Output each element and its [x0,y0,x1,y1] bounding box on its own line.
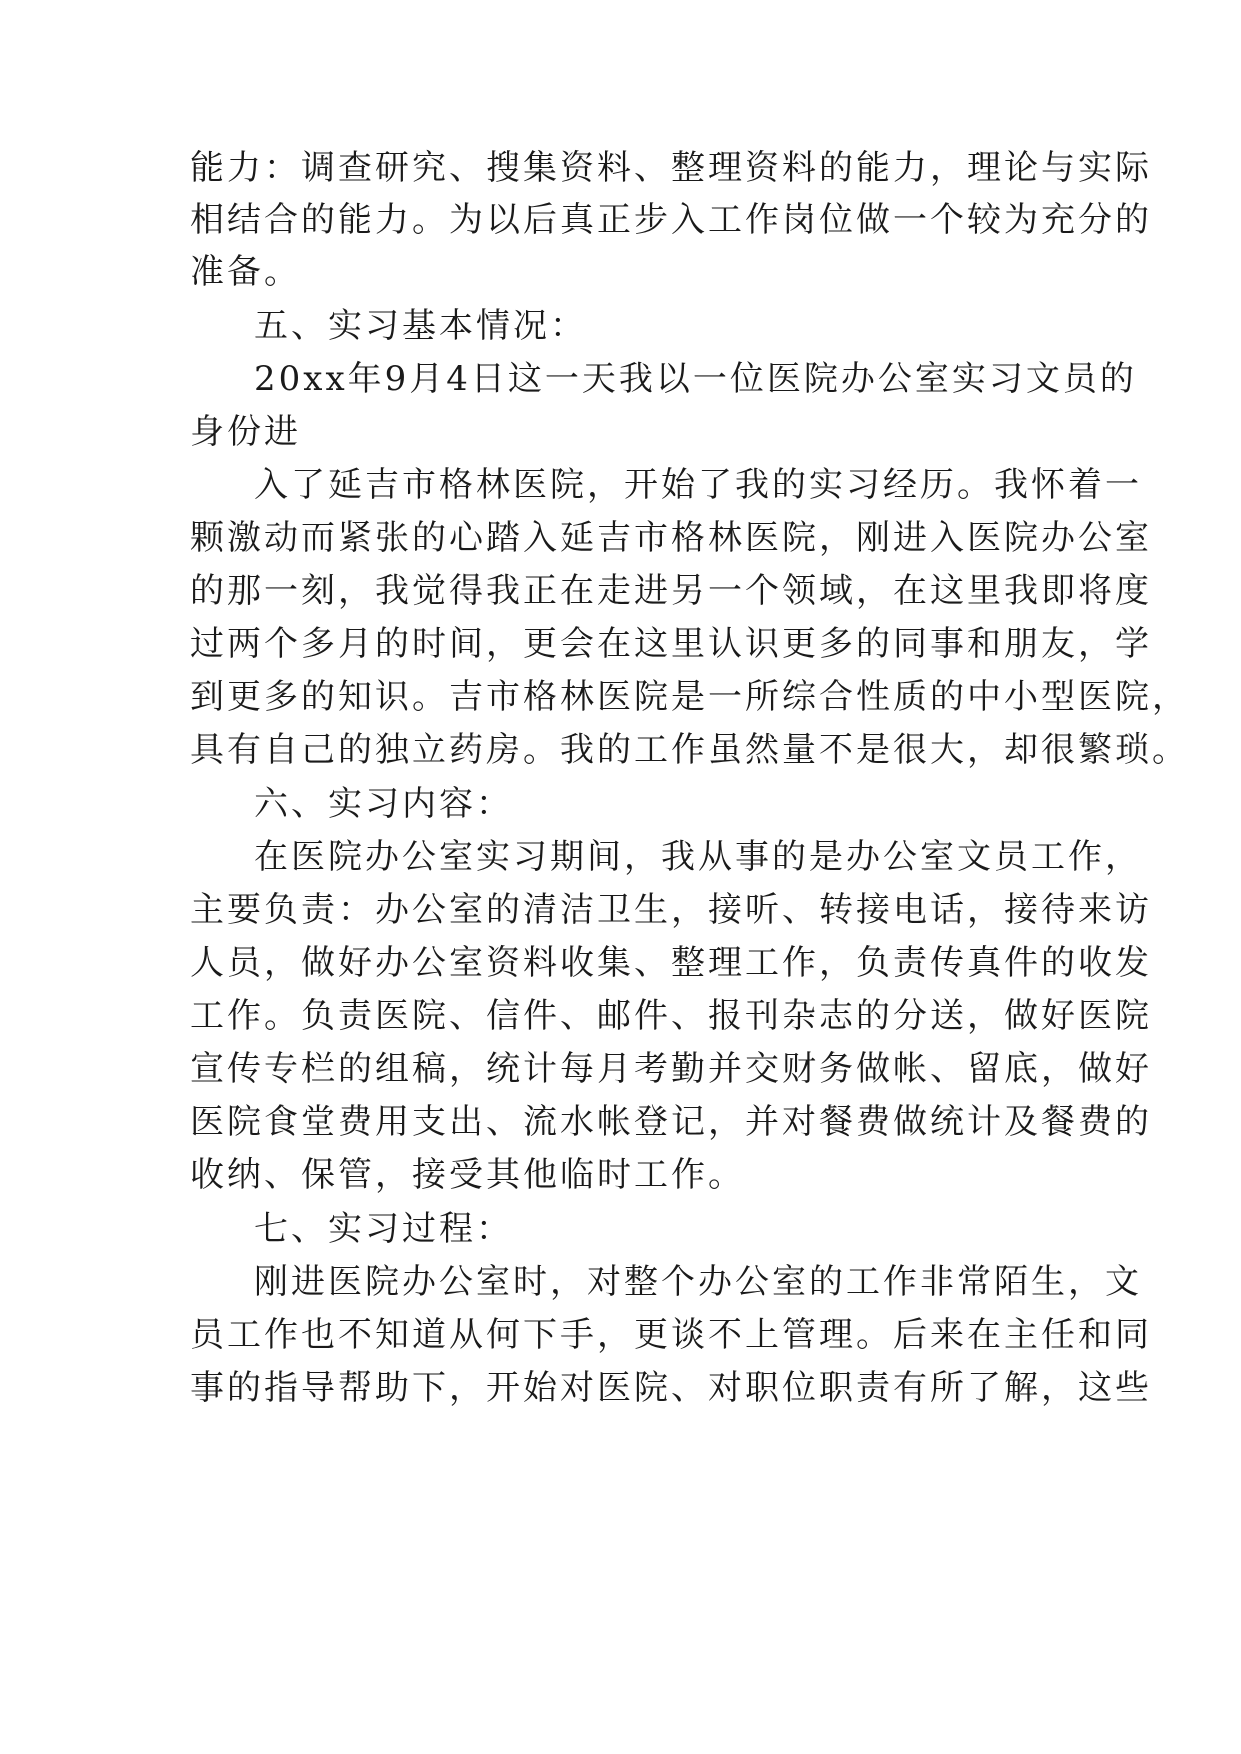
text-line: 具有自己的独立药房。我的工作虽然量不是很大，却很繁琐。 [190,730,1189,770]
text-line: 20xx年9月4日这一天我以一位医院办公室实习文员的 [254,359,1137,399]
text-line: 主要负责：办公室的清洁卫生，接听、转接电话，接待来访 [190,890,1152,930]
text-line: 到更多的知识。吉市格林医院是一所综合性质的中小型医院， [190,677,1189,717]
text-line: 颗激动而紧张的心踏入延吉市格林医院，刚进入医院办公室 [190,518,1152,558]
text-line: 收纳、保管，接受其他临时工作。 [190,1155,745,1195]
text-line: 准备。 [190,252,301,292]
text-line: 事的指导帮助下，开始对医院、对职位职责有所了解，这些 [190,1368,1152,1408]
text-line: 在医院办公室实习期间，我从事的是办公室文员工作， [254,837,1142,877]
text-line: 员工作也不知道从何下手，更谈不上管理。后来在主任和同 [190,1315,1152,1355]
text-line: 过两个多月的时间，更会在这里认识更多的同事和朋友，学 [190,624,1152,664]
text-line: 医院食堂费用支出、流水帐登记，并对餐费做统计及餐费的 [190,1102,1152,1142]
text-line: 身份进 [190,412,301,452]
text-line: 入了延吉市格林医院，开始了我的实习经历。我怀着一 [254,465,1142,505]
text-line: 相结合的能力。为以后真正步入工作岗位做一个较为充分的 [190,200,1152,240]
section-heading: 五、实习基本情况： [254,306,587,346]
text-line: 宣传专栏的组稿，统计每月考勤并交财务做帐、留底，做好 [190,1049,1152,1089]
section-heading: 七、实习过程： [254,1209,513,1249]
text-line: 工作。负责医院、信件、邮件、报刊杂志的分送，做好医院 [190,996,1152,1036]
text-line: 的那一刻，我觉得我正在走进另一个领域，在这里我即将度 [190,571,1152,611]
text-line: 能力：调查研究、搜集资料、整理资料的能力，理论与实际 [190,148,1152,188]
text-line: 刚进医院办公室时，对整个办公室的工作非常陌生，文 [254,1262,1142,1302]
text-line: 人员，做好办公室资料收集、整理工作，负责传真件的收发 [190,943,1152,983]
section-heading: 六、实习内容： [254,784,513,824]
